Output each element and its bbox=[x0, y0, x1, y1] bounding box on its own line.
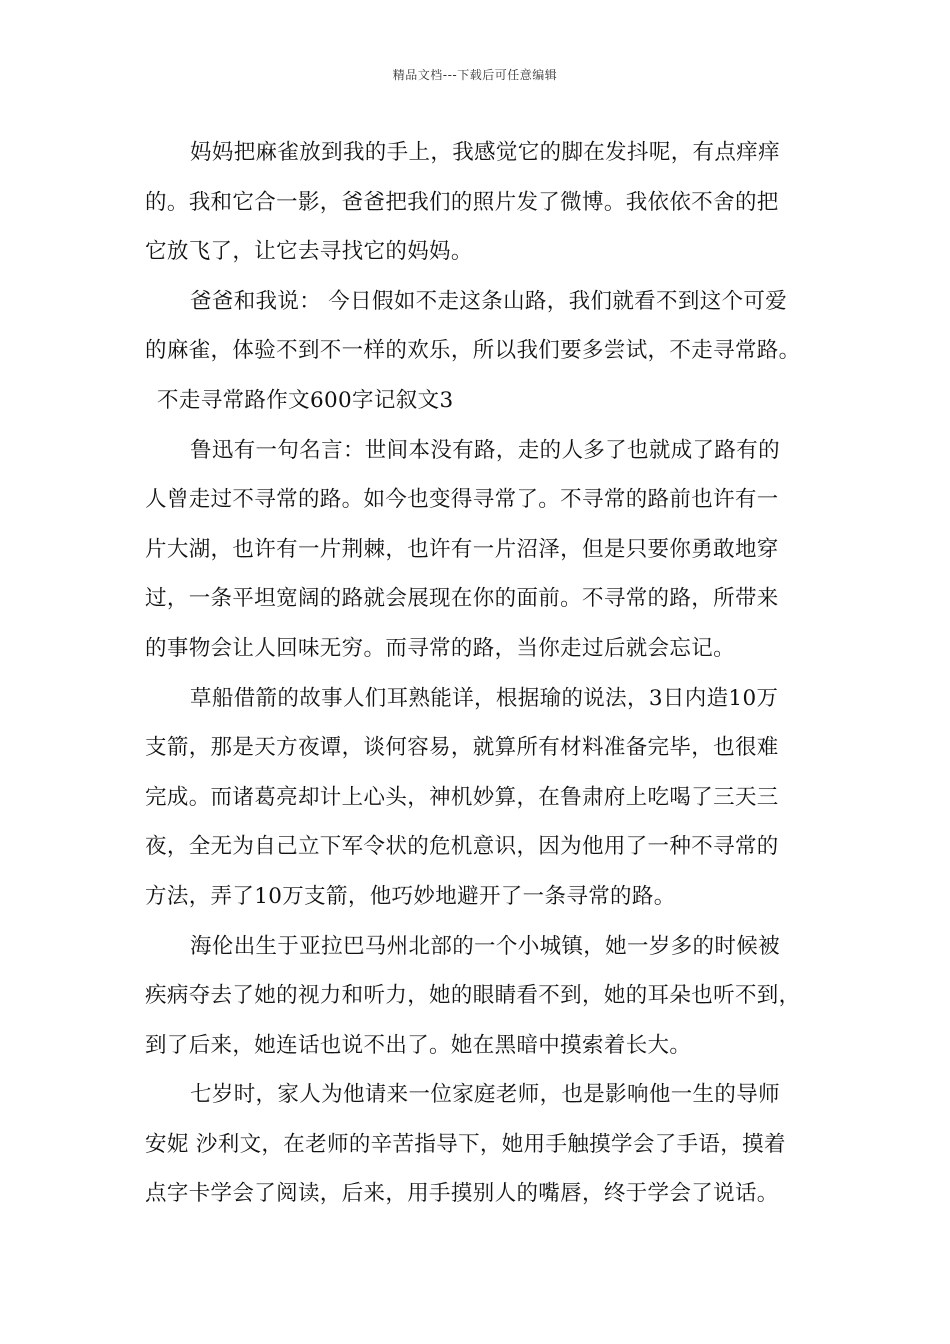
paragraph-line: 夜，全无为自己立下军令状的危机意识，因为他用了一种不寻常的 bbox=[145, 834, 779, 860]
paragraph-line: 方法，弄了10万支箭，他巧妙地避开了一条寻常的路。 bbox=[145, 883, 676, 909]
paragraph-line: 的。我和它合一影，爸爸把我们的照片发了微博。我依依不舍的把 bbox=[145, 189, 779, 215]
paragraph-line: 点字卡学会了阅读，后来，用手摸别人的嘴唇，终于学会了说话。 bbox=[145, 1181, 779, 1207]
paragraph-line: 的麻雀，体验不到不一样的欢乐，所以我们要多尝试，不走寻常路。 bbox=[145, 338, 801, 364]
paragraph-line: 七岁时，家人为他请来一位家庭老师，也是影响他一生的导师 bbox=[190, 1082, 780, 1108]
document-body bbox=[145, 128, 820, 1219]
section-heading: 不走寻常路作文600字记叙文3 bbox=[157, 387, 454, 413]
paragraph-line: 鲁迅有一句名言：世间本没有路，走的人多了也就成了路有的 bbox=[190, 437, 780, 463]
paragraph-line: 疾病夺去了她的视力和听力，她的眼睛看不到，她的耳朵也听不到， bbox=[145, 983, 801, 1009]
paragraph-line: 完成。而诸葛亮却计上心头，神机妙算，在鲁肃府上吃喝了三天三 bbox=[145, 784, 779, 810]
paragraph-line: 的事物会让人回味无穷。而寻常的路，当你走过后就会忘记。 bbox=[145, 635, 735, 661]
paragraph-line: 过，一条平坦宽阔的路就会展现在你的面前。不寻常的路，所带来 bbox=[145, 586, 779, 612]
paragraph-line: 支箭，那是天方夜谭，谈何容易，就算所有材料准备完毕，也很难 bbox=[145, 735, 779, 761]
paragraph-line: 到了后来，她连话也说不出了。她在黑暗中摸索着长大。 bbox=[145, 1032, 692, 1058]
paragraph-line: 片大湖，也许有一片荆棘，也许有一片沼泽，但是只要你勇敢地穿 bbox=[145, 536, 779, 562]
paragraph-line: 草船借箭的故事人们耳熟能详，根据瑜的说法，3日内造10万 bbox=[190, 685, 779, 711]
paragraph-line: 它放飞了，让它去寻找它的妈妈。 bbox=[145, 239, 473, 265]
page-header: 精品文档---下载后可任意编辑 bbox=[392, 68, 558, 82]
paragraph-line: 安妮 沙利文，在老师的辛苦指导下，她用手触摸学会了手语，摸着 bbox=[145, 1131, 786, 1157]
paragraph-line: 爸爸和我说： 今日假如不走这条山路，我们就看不到这个可爱 bbox=[190, 288, 788, 314]
paragraph-line: 人曾走过不寻常的路。如今也变得寻常了。不寻常的路前也许有一 bbox=[145, 487, 779, 513]
paragraph-line: 海伦出生于亚拉巴马州北部的一个小城镇，她一岁多的时候被 bbox=[190, 933, 780, 959]
paragraph-line: 妈妈把麻雀放到我的手上，我感觉它的脚在发抖呢，有点痒痒 bbox=[190, 140, 780, 165]
